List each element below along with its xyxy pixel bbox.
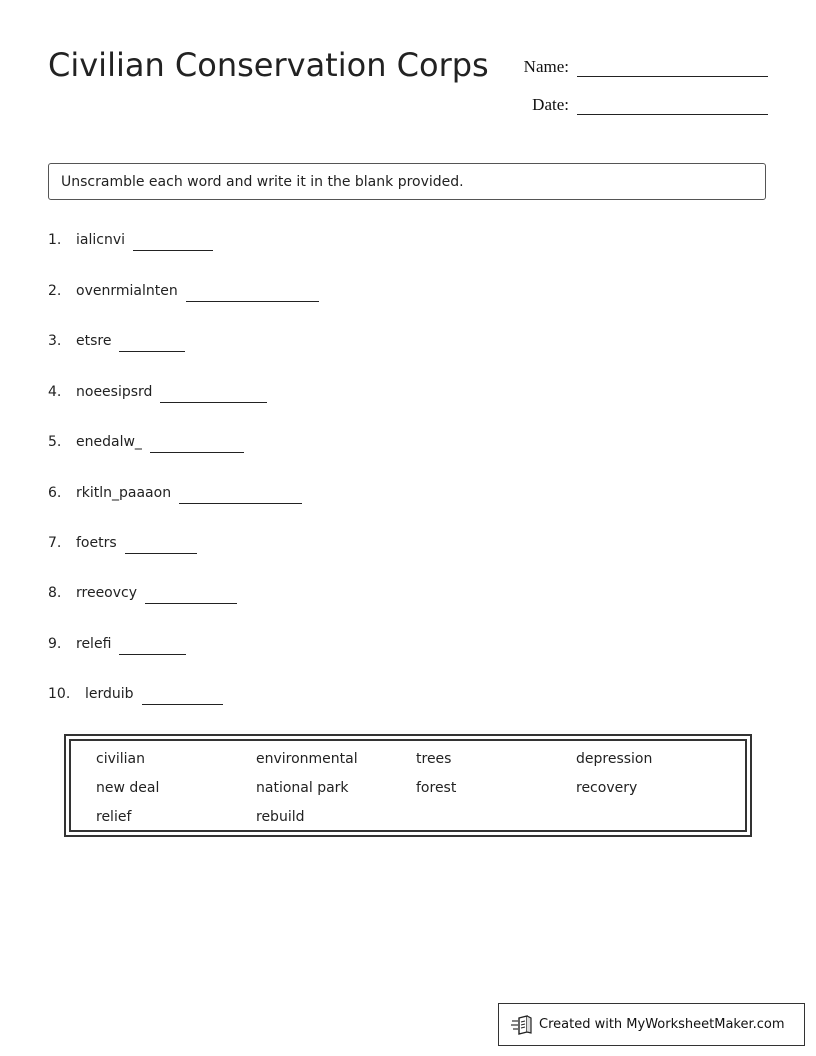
question-number: 5.	[48, 434, 62, 450]
word-bank-item: relief	[96, 809, 132, 825]
question-number: 9.	[48, 636, 62, 652]
answer-blank	[179, 487, 302, 504]
word-bank-inner-border	[69, 739, 747, 832]
question-number: 1.	[48, 232, 62, 248]
page-title: Civilian Conservation Corps	[48, 46, 489, 84]
question-item	[48, 535, 197, 551]
word-bank-item: rebuild	[256, 809, 305, 825]
date-field-row	[532, 92, 768, 115]
question-item	[48, 585, 237, 601]
scrambled-word: rkitln_paaaon	[76, 485, 172, 501]
word-bank-item: depression	[576, 751, 653, 767]
scrambled-word: enedalw_	[76, 434, 142, 450]
question-number: 10.	[48, 686, 71, 702]
scrambled-word: ialicnvi	[76, 232, 125, 248]
question-number: 7.	[48, 535, 62, 551]
answer-blank	[160, 386, 267, 403]
word-bank-item: recovery	[576, 780, 638, 796]
word-bank-item: civilian	[96, 751, 145, 767]
word-bank-item: new deal	[96, 780, 160, 796]
instructions-box: Unscramble each word and write it in the blank provided.	[48, 163, 766, 200]
word-bank-grid	[96, 751, 736, 838]
footer-text: Created with MyWorksheetMaker.com	[539, 1017, 785, 1032]
question-item	[48, 686, 223, 702]
question-number: 3.	[48, 333, 62, 349]
answer-blank	[145, 587, 237, 604]
question-number: 4.	[48, 384, 62, 400]
word-bank	[64, 734, 752, 837]
name-field-row	[524, 54, 768, 77]
answer-blank	[142, 688, 223, 705]
question-number: 2.	[48, 283, 62, 299]
answer-blank	[133, 234, 213, 251]
date-blank-line	[577, 92, 768, 115]
question-item	[48, 485, 302, 501]
scrambled-word: relefi	[76, 636, 112, 652]
scrambled-word: foetrs	[76, 535, 117, 551]
scrambled-word: rreeovcy	[76, 585, 138, 601]
question-item	[48, 636, 186, 652]
footer-badge[interactable]	[498, 1003, 805, 1046]
name-blank-line	[577, 54, 768, 77]
scrambled-word: lerduib	[85, 686, 134, 702]
question-number: 8.	[48, 585, 62, 601]
answer-blank	[186, 285, 319, 302]
scrambled-word: ovenrmialnten	[76, 283, 178, 299]
answer-blank	[119, 638, 186, 655]
question-item	[48, 283, 319, 299]
scrambled-word: noeesipsrd	[76, 384, 153, 400]
word-bank-item: forest	[416, 780, 457, 796]
worksheet-maker-logo-icon	[511, 1015, 533, 1035]
answer-blank	[119, 335, 185, 352]
question-item	[48, 434, 244, 450]
question-item	[48, 333, 185, 349]
question-item	[48, 232, 213, 248]
word-bank-item: trees	[416, 751, 452, 767]
word-bank-item: environmental	[256, 751, 358, 767]
question-item	[48, 384, 267, 400]
word-bank-item: national park	[256, 780, 349, 796]
question-number: 6.	[48, 485, 62, 501]
scrambled-word: etsre	[76, 333, 112, 349]
answer-blank	[150, 436, 244, 453]
name-label: Name:	[523, 57, 569, 76]
date-label: Date:	[532, 95, 569, 114]
answer-blank	[125, 537, 197, 554]
